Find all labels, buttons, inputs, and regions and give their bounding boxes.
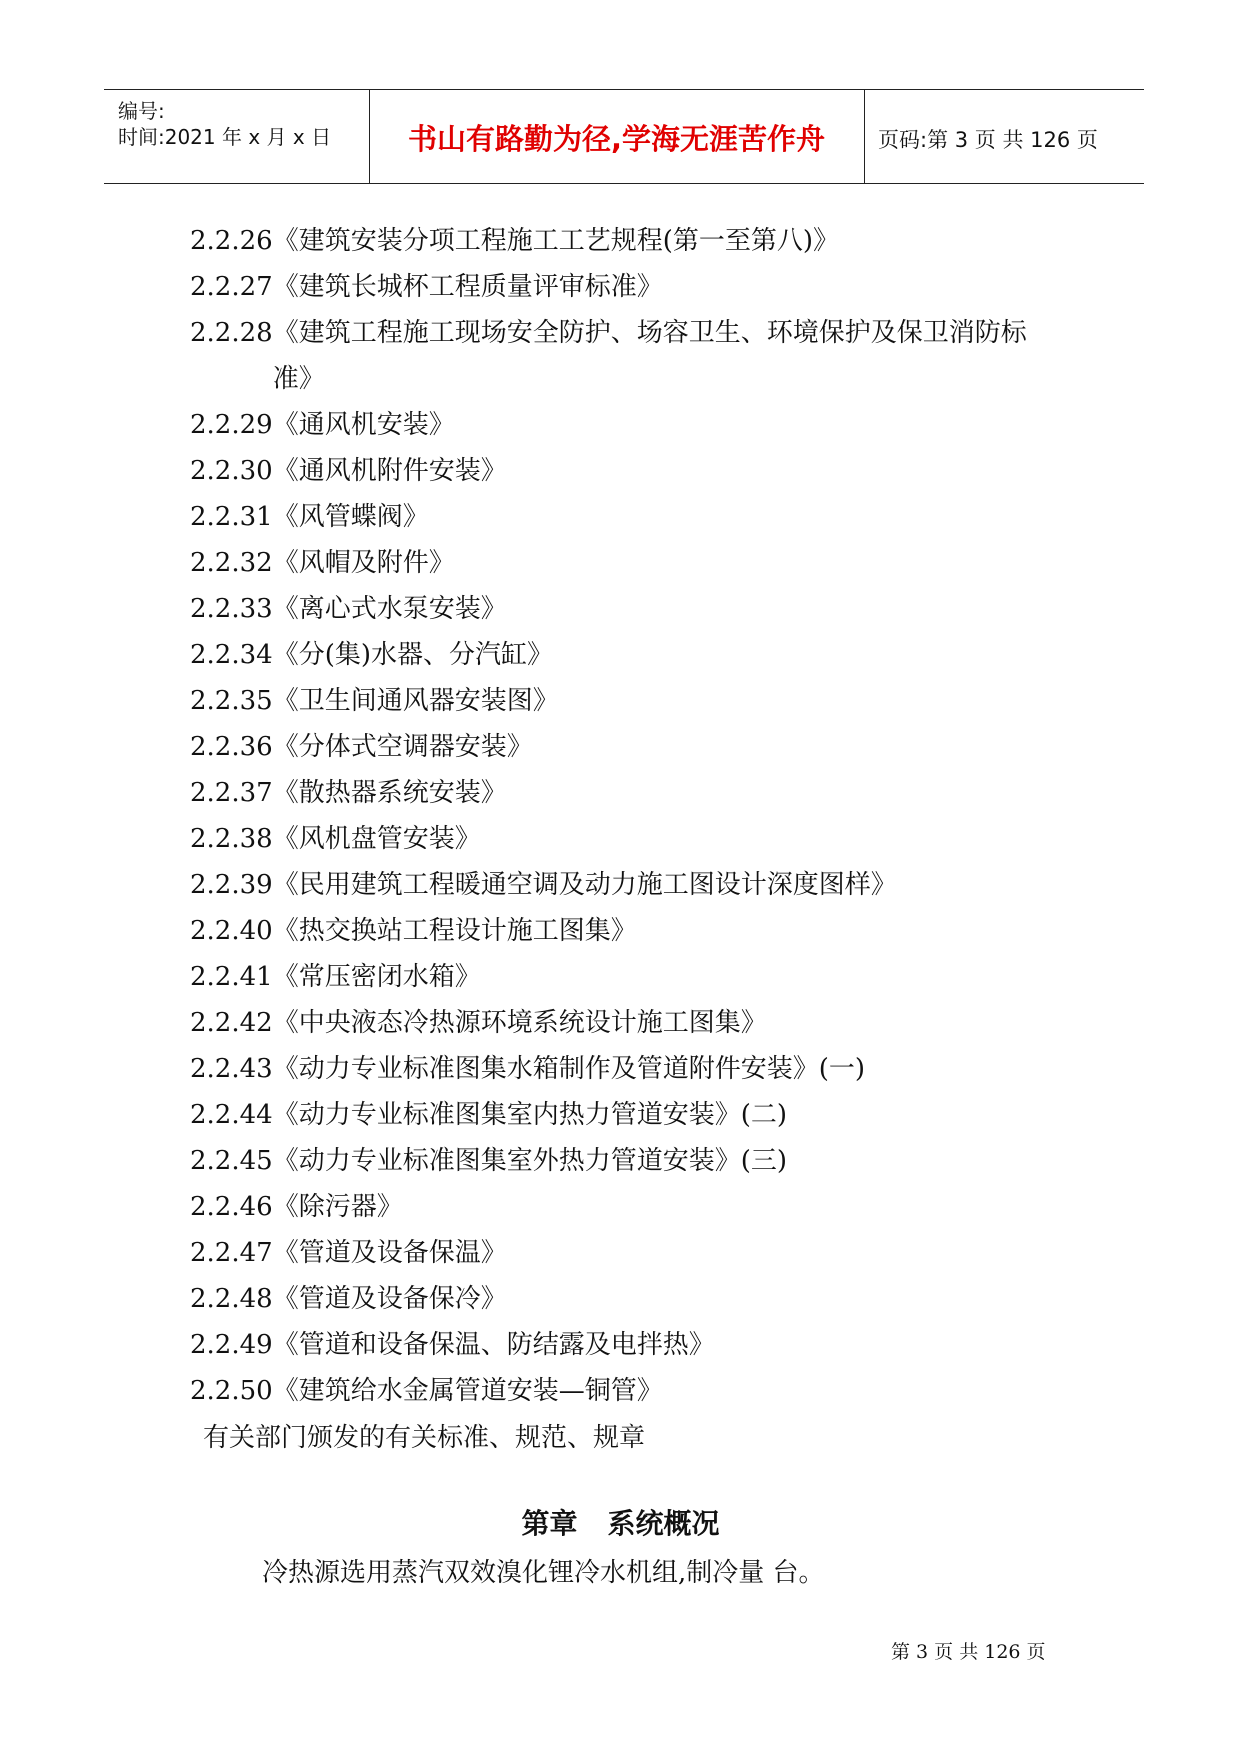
header-motto-cell [369,90,865,183]
reference-item [190,218,1090,264]
reference-title: 《中央液态冷热源环境系统设计施工图集》 [272,1008,767,1038]
reference-title: 《分体式空调器安装》 [272,732,533,762]
reference-title: 《建筑工程施工现场安全防护、场容卫生、环境保护及保卫消防标准》 [272,318,1027,394]
header-page-cell [864,90,1144,183]
reference-number: 2.2.42 [190,1008,273,1038]
reference-number: 2.2.43 [190,1054,273,1084]
document-time: 时间:2021 年 x 月 x 日 [118,125,332,149]
reference-extra-line: 有关部门颁发的有关标准、规范、规章 [203,1423,646,1453]
reference-title: 《管道及设备保温》 [272,1238,507,1268]
reference-item [190,1230,1090,1276]
reference-item [190,310,1090,402]
reference-number: 2.2.28 [190,318,273,348]
page-header [104,89,1144,184]
reference-number: 2.2.41 [190,962,273,992]
reference-title: 《动力专业标准图集室内热力管道安装》(二) [272,1100,787,1130]
reference-title: 《民用建筑工程暖通空调及动力施工图设计深度图样》 [272,870,897,900]
reference-title: 《常压密闭水箱》 [272,962,481,992]
header-motto: 书山有路勤为径,学海无涯苦作舟 [407,122,826,156]
reference-number: 2.2.30 [190,456,273,486]
reference-item [190,264,1090,310]
reference-number: 2.2.29 [190,410,273,440]
reference-number: 2.2.46 [190,1192,273,1222]
body-paragraph: 冷热源选用蒸汽双效溴化锂冷水机组,制冷量 台。 [262,1558,825,1588]
reference-title: 《离心式水泵安装》 [272,594,507,624]
reference-title: 《风帽及附件》 [272,548,455,578]
reference-title: 《风管蝶阀》 [272,502,429,532]
reference-number: 2.2.44 [190,1100,273,1130]
reference-title: 《风机盘管安装》 [272,824,481,854]
reference-item [190,678,1090,724]
reference-title: 《分(集)水器、分汽缸》 [272,640,553,670]
reference-title: 《建筑长城杯工程质量评审标准》 [272,272,663,302]
reference-list [190,218,1090,1414]
reference-item [190,954,1090,1000]
reference-number: 2.2.37 [190,778,273,808]
reference-number: 2.2.45 [190,1146,273,1176]
reference-item [190,770,1090,816]
reference-title: 《动力专业标准图集水箱制作及管道附件安装》(一) [272,1054,865,1084]
reference-item [190,816,1090,862]
reference-item [190,494,1090,540]
reference-item [190,908,1090,954]
reference-title: 《卫生间通风器安装图》 [272,686,559,716]
chapter-label: 第章 [521,1507,578,1540]
reference-item [190,1322,1090,1368]
document-number-label: 编号: [118,99,165,123]
reference-number: 2.2.32 [190,548,273,578]
reference-item [190,448,1090,494]
reference-number: 2.2.49 [190,1330,273,1360]
reference-number: 2.2.35 [190,686,273,716]
reference-number: 2.2.50 [190,1376,273,1406]
reference-title: 《通风机安装》 [272,410,455,440]
reference-title: 《建筑给水金属管道安装—铜管》 [272,1376,663,1406]
header-page-code: 页码:第 3 页 共 126 页 [878,128,1098,152]
reference-number: 2.2.27 [190,272,273,302]
reference-item [190,1000,1090,1046]
reference-item [190,402,1090,448]
chapter-heading [0,1504,1241,1544]
reference-title: 《通风机附件安装》 [272,456,507,486]
reference-item [190,1138,1090,1184]
reference-number: 2.2.38 [190,824,273,854]
reference-number: 2.2.36 [190,732,273,762]
reference-item [190,1184,1090,1230]
reference-number: 2.2.39 [190,870,273,900]
chapter-title: 系统概况 [607,1507,720,1540]
reference-item [190,862,1090,908]
header-meta-cell [104,90,370,183]
reference-number: 2.2.47 [190,1238,273,1268]
reference-title: 《建筑安装分项工程施工工艺规程(第一至第八)》 [272,226,839,256]
reference-number: 2.2.26 [190,226,273,256]
reference-item [190,586,1090,632]
reference-item [190,1276,1090,1322]
reference-number: 2.2.31 [190,502,273,532]
reference-title: 《除污器》 [272,1192,403,1222]
reference-item [190,724,1090,770]
reference-item [190,1046,1090,1092]
reference-item [190,1368,1090,1414]
reference-title: 《管道和设备保温、防结露及电拌热》 [272,1330,715,1360]
reference-title: 《散热器系统安装》 [272,778,507,808]
reference-title: 《热交换站工程设计施工图集》 [272,916,637,946]
reference-item [190,540,1090,586]
reference-title: 《管道及设备保冷》 [272,1284,507,1314]
reference-number: 2.2.48 [190,1284,273,1314]
reference-number: 2.2.34 [190,640,273,670]
reference-number: 2.2.40 [190,916,273,946]
reference-item [190,632,1090,678]
reference-title: 《动力专业标准图集室外热力管道安装》(三) [272,1146,787,1176]
page-footer: 第 3 页 共 126 页 [891,1641,1046,1663]
reference-item [190,1092,1090,1138]
reference-number: 2.2.33 [190,594,273,624]
